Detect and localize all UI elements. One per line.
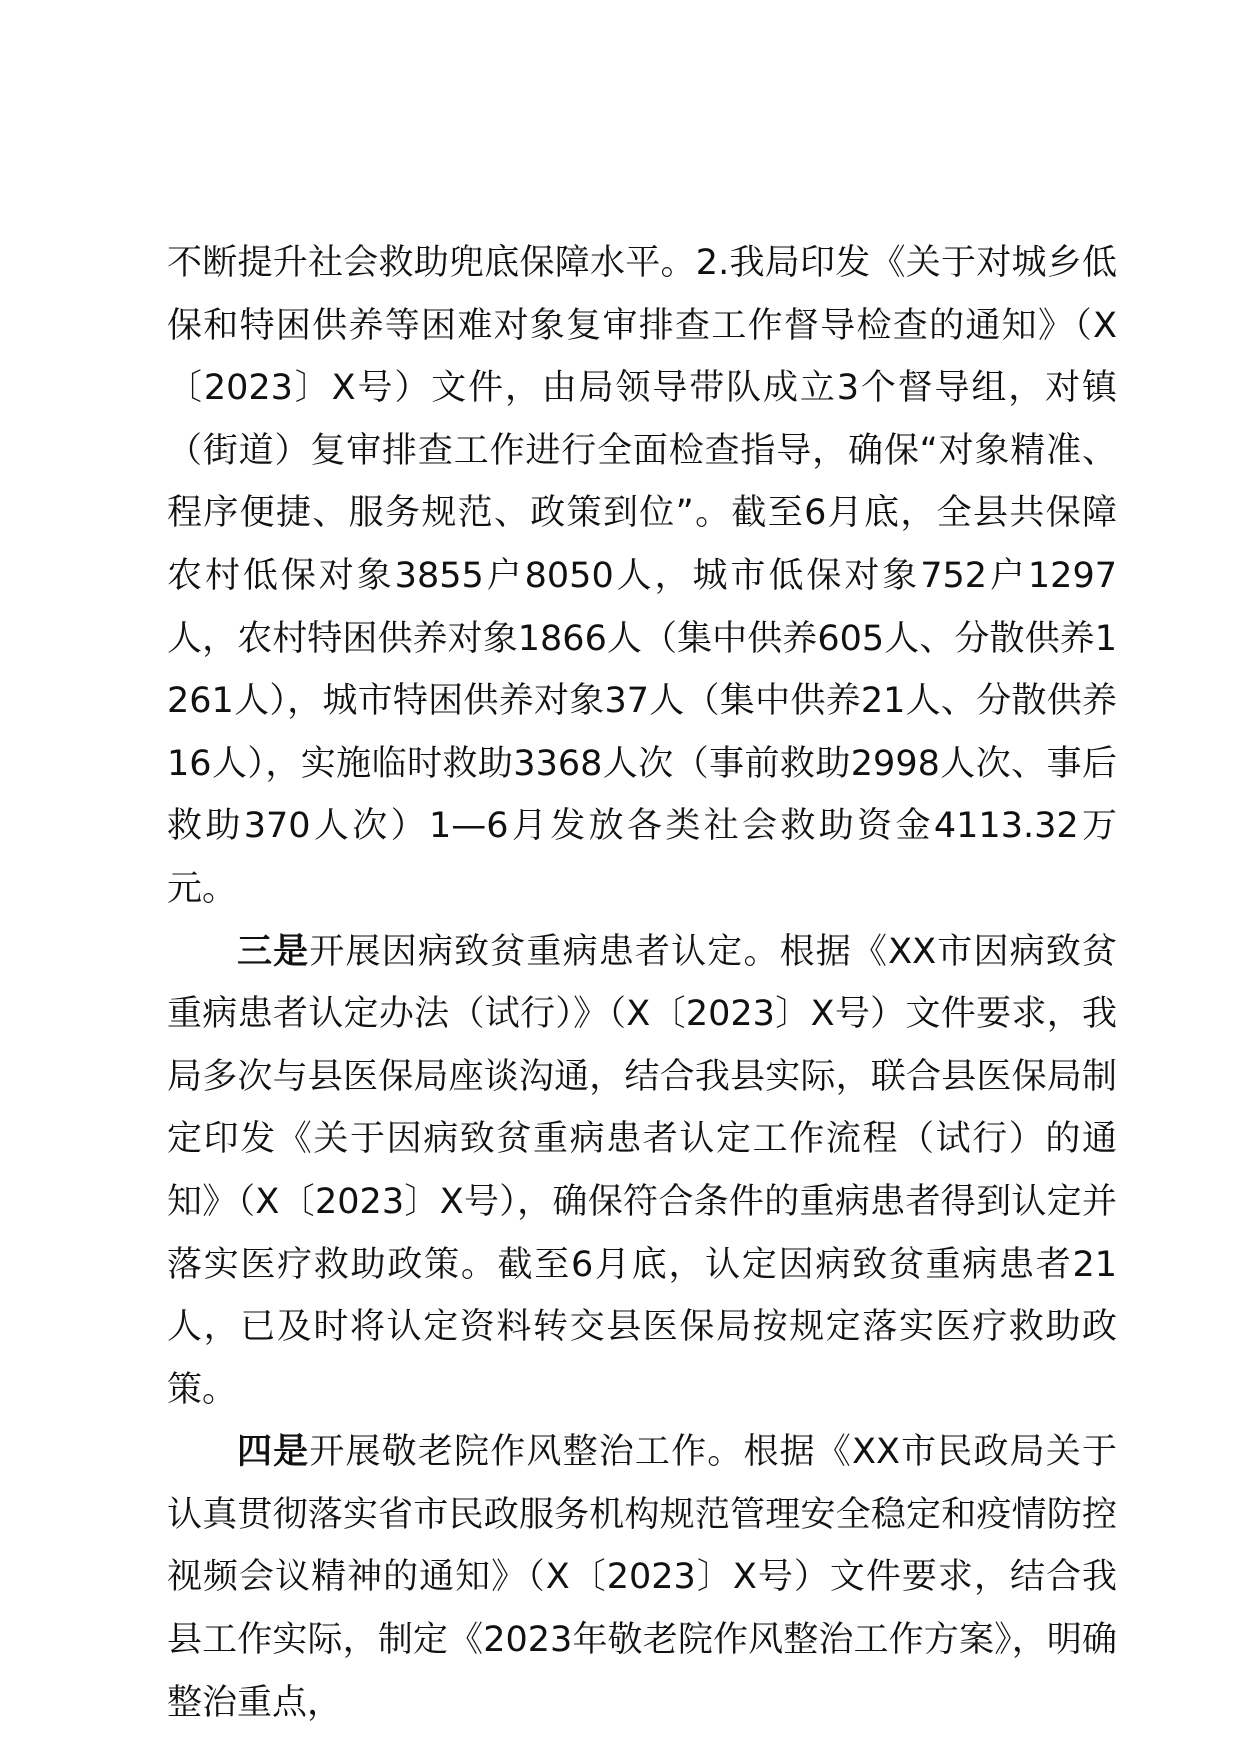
paragraph-text: 开展因病致贫重病患者认定。根据《XX市因病致贫重病患者认定办法（试行）》（X〔2023〕X号）文件要求，我局多次与县医保局座谈沟通，结合我县实际，联合县医保局制定印发《关于因病致贫重病患者认定工作流程（试行）的通知》（X〔2023〕X号），确保符合条件的重病患者得到认定并落实医疗救助政策。截至6月底，认定因病致贫重病患者21人，已及时将认定资料转交县医保局按规定落实医疗救助政策。 (167, 931, 1117, 1410)
document-page (167, 232, 1117, 1734)
paragraph-text: 不断提升社会救助兜底保障水平。2.我局印发《关于对城乡低保和特困供养等困难对象复审排查工作督导检查的通知》（X〔2023〕X号）文件，由局领导带队成立3个督导组，对镇（街道）复审排查工作进行全面检查指导，确保“对象精准、程序便捷、服务规范、政策到位”。截至6月底，全县共保障农村低保对象3855户8050人，城市低保对象752户1297人，农村特困供养对象1866人（集中供养605人、分散供养1261人），城市特困供养对象37人（集中供养21人、分散供养16人），实施临时救助3368人次（事前救助2998人次、事后救助370人次）1—6月发放各类社会救助资金4113.32万元。 (167, 243, 1117, 909)
paragraph-social-assistance (167, 232, 1117, 921)
paragraph-text: 开展敬老院作风整治工作。根据《XX市民政局关于认真贯彻落实省市民政服务机构规范管理安全稳定和疫情防控视频会议精神的通知》（X〔2023〕X号）文件要求，结合我县工作实际，制定《2023年敬老院作风整治工作方案》，明确整治重点， (167, 1432, 1117, 1723)
paragraph-illness-poverty (167, 921, 1117, 1422)
paragraph-lead: 三是 (237, 931, 310, 972)
paragraph-nursing-home (167, 1421, 1117, 1734)
paragraph-lead: 四是 (237, 1432, 310, 1473)
